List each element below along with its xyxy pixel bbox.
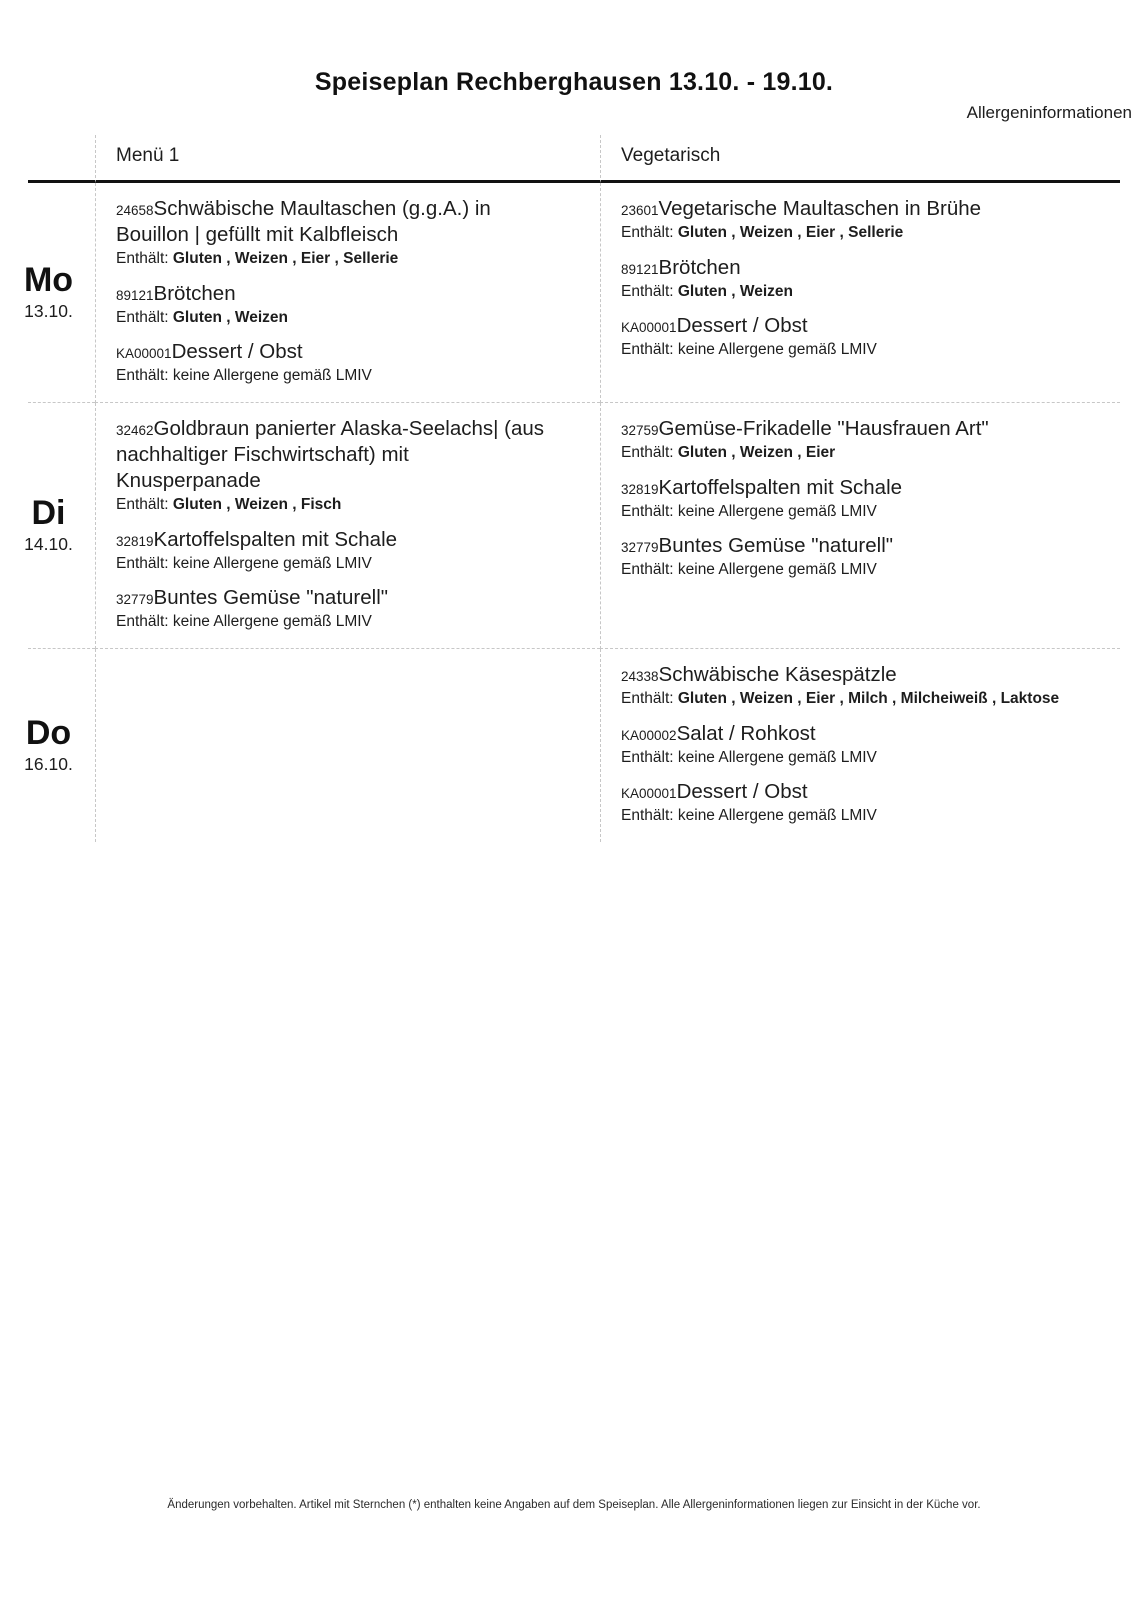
menu-cell-mo-menu1	[95, 183, 600, 403]
allergen-line	[621, 806, 1075, 827]
item-code: KA00002	[621, 727, 677, 743]
allergen-line	[116, 366, 555, 387]
menu-item-name-line	[621, 475, 1075, 501]
item-name: Dessert / Obst	[676, 780, 808, 804]
menu-item	[621, 533, 1075, 581]
contains-label: Enthält:	[621, 341, 674, 359]
allergen-line	[621, 689, 1075, 710]
item-name: Brötchen	[658, 255, 741, 279]
item-code: KA00001	[116, 346, 172, 362]
menu-item	[621, 416, 1075, 464]
column-header-vegetarisch: Vegetarisch	[600, 135, 1120, 183]
column-header-menu1: Menü 1	[95, 135, 600, 183]
day-label-block	[24, 713, 73, 776]
menu-item-name-line	[621, 196, 1075, 222]
day-label-block	[24, 493, 73, 556]
menu-cell-do-menu1-empty	[95, 649, 600, 842]
contains-label: Enthält:	[621, 689, 674, 707]
allergen-line	[621, 443, 1075, 464]
item-name: Dessert / Obst	[171, 340, 303, 364]
allergen-list: keine Allergene gemäß LMIV	[677, 502, 877, 520]
menu-item-name-line	[116, 585, 555, 611]
contains-label: Enthält:	[621, 224, 674, 242]
allergen-list: keine Allergene gemäß LMIV	[677, 748, 877, 766]
item-name: Kartoffelspalten mit Schale	[658, 475, 903, 499]
item-code: 32819	[621, 481, 659, 497]
day-cell-mo	[23, 183, 95, 403]
allergen-line	[621, 502, 1075, 523]
contains-label: Enthält:	[621, 443, 674, 461]
allergen-line	[116, 554, 555, 575]
menu-item-name-line	[621, 313, 1075, 339]
menu-item	[621, 196, 1075, 244]
day-abbr: Mo	[23, 260, 74, 299]
menu-item-name-line	[621, 255, 1075, 281]
allergen-line	[621, 223, 1075, 244]
menu-item	[116, 585, 555, 633]
item-code: 89121	[116, 287, 154, 303]
allergen-line	[621, 748, 1075, 769]
meal-plan-table	[23, 135, 1120, 842]
allergen-list: Gluten , Weizen , Fisch	[172, 496, 342, 514]
allergen-list: keine Allergene gemäß LMIV	[677, 807, 877, 825]
item-code: 23601	[621, 203, 659, 218]
page-title: Speiseplan Rechberghausen 13.10. - 19.10.	[314, 68, 834, 96]
menu-item	[621, 779, 1075, 827]
allergen-list: Gluten , Weizen	[172, 308, 288, 326]
item-code: 32462	[116, 422, 154, 438]
menu-item	[116, 527, 555, 575]
menu-item	[621, 313, 1075, 361]
menu-item	[621, 255, 1075, 303]
day-cell-do	[24, 649, 95, 842]
menu-item	[116, 196, 555, 270]
menu-item	[621, 721, 1075, 769]
contains-label: Enthält:	[621, 282, 674, 300]
day-date: 16.10.	[24, 754, 73, 775]
item-code: KA00001	[621, 786, 677, 802]
menu-item	[621, 662, 1075, 710]
item-name: Gemüse-Frikadelle "Hausfrauen Art"	[658, 416, 989, 440]
allergen-line	[621, 340, 1075, 361]
item-name: Schwäbische Käsespätzle	[658, 662, 897, 686]
item-name: Buntes Gemüse "naturell"	[658, 534, 894, 558]
allergen-list: keine Allergene gemäß LMIV	[172, 367, 372, 385]
contains-label: Enthält:	[116, 496, 169, 514]
contains-label: Enthält:	[116, 308, 169, 326]
allergen-line	[621, 282, 1075, 303]
day-date: 14.10.	[24, 534, 73, 555]
item-code: 32779	[116, 592, 154, 608]
menu-cell-mo-vegetarisch	[600, 183, 1120, 403]
allergen-list: keine Allergene gemäß LMIV	[677, 561, 877, 579]
menu-item-name-line	[621, 779, 1075, 805]
contains-label: Enthält:	[621, 502, 674, 520]
item-code: 24338	[621, 668, 659, 684]
allergen-line	[116, 308, 555, 329]
day-date: 13.10.	[24, 301, 73, 322]
header-gutter	[28, 135, 95, 183]
allergen-line	[116, 495, 555, 516]
menu-item-name-line	[116, 281, 555, 307]
menu-item-name-line	[621, 533, 1075, 559]
allergen-list: keine Allergene gemäß LMIV	[172, 554, 372, 572]
menu-cell-di-vegetarisch	[600, 403, 1120, 649]
item-code: 32759	[621, 422, 659, 438]
allergen-line	[621, 560, 1075, 581]
item-code: 32779	[621, 540, 659, 556]
contains-label: Enthält:	[116, 367, 169, 385]
allergen-info-link[interactable]: Allergeninformationen	[966, 103, 1132, 122]
menu-item	[621, 475, 1075, 523]
allergen-list: Gluten , Weizen , Eier	[677, 443, 836, 461]
contains-label: Enthält:	[116, 250, 169, 268]
menu-cell-di-menu1	[95, 403, 600, 649]
item-name: Brötchen	[153, 281, 236, 305]
allergen-list: Gluten , Weizen	[677, 282, 793, 300]
menu-item-name-line	[621, 662, 1075, 688]
menu-item-name-line	[116, 527, 555, 553]
item-name: Vegetarische Maultaschen in Brühe	[658, 197, 982, 220]
menu-item-name-line	[621, 721, 1075, 747]
contains-label: Enthält:	[621, 807, 674, 825]
allergen-list: keine Allergene gemäß LMIV	[677, 341, 877, 359]
menu-item-name-line	[621, 416, 1075, 442]
item-code: 89121	[621, 261, 659, 277]
day-abbr: Di	[31, 493, 66, 532]
item-code: 32819	[116, 533, 154, 549]
allergen-list: Gluten , Weizen , Eier , Sellerie	[677, 224, 904, 242]
menu-item	[116, 339, 555, 387]
item-name: Schwäbische Maultaschen (g.g.A.) in Bouillon | gefüllt mit Kalbfleisch	[116, 197, 491, 247]
item-name: Buntes Gemüse "naturell"	[153, 586, 389, 610]
day-label-block	[23, 260, 74, 323]
menu-item	[116, 281, 555, 329]
allergen-line	[116, 249, 555, 270]
day-cell-di	[24, 403, 95, 649]
item-code: 24658	[116, 203, 154, 218]
contains-label: Enthält:	[621, 561, 674, 579]
allergen-list: Gluten , Weizen , Eier , Sellerie	[172, 250, 399, 268]
item-name: Goldbraun panierter Alaska-Seelachs| (aus nachhaltiger Fischwirtschaft) mit Knusperpanade	[116, 416, 545, 493]
day-abbr: Do	[25, 713, 72, 752]
item-name: Dessert / Obst	[676, 314, 808, 338]
allergen-list: keine Allergene gemäß LMIV	[172, 613, 372, 631]
contains-label: Enthält:	[116, 554, 169, 572]
menu-cell-do-vegetarisch	[600, 649, 1120, 842]
item-code: KA00001	[621, 320, 677, 336]
menu-item	[116, 416, 555, 516]
footer-note: Änderungen vorbehalten. Artikel mit Sternchen (*) enthalten keine Angaben auf dem Speiseplan. Alle Allergeninformationen liegen zur Einsicht in der Küche vor.	[167, 1499, 981, 1511]
allergen-list: Gluten , Weizen , Eier , Milch , Milcheiweiß , Laktose	[677, 689, 1060, 707]
menu-item-name-line	[116, 196, 555, 248]
item-name: Salat / Rohkost	[676, 721, 816, 745]
allergen-line	[116, 612, 555, 633]
menu-item-name-line	[116, 339, 555, 365]
item-name: Kartoffelspalten mit Schale	[153, 527, 398, 551]
contains-label: Enthält:	[116, 613, 169, 631]
contains-label: Enthält:	[621, 748, 674, 766]
menu-item-name-line	[116, 416, 555, 494]
